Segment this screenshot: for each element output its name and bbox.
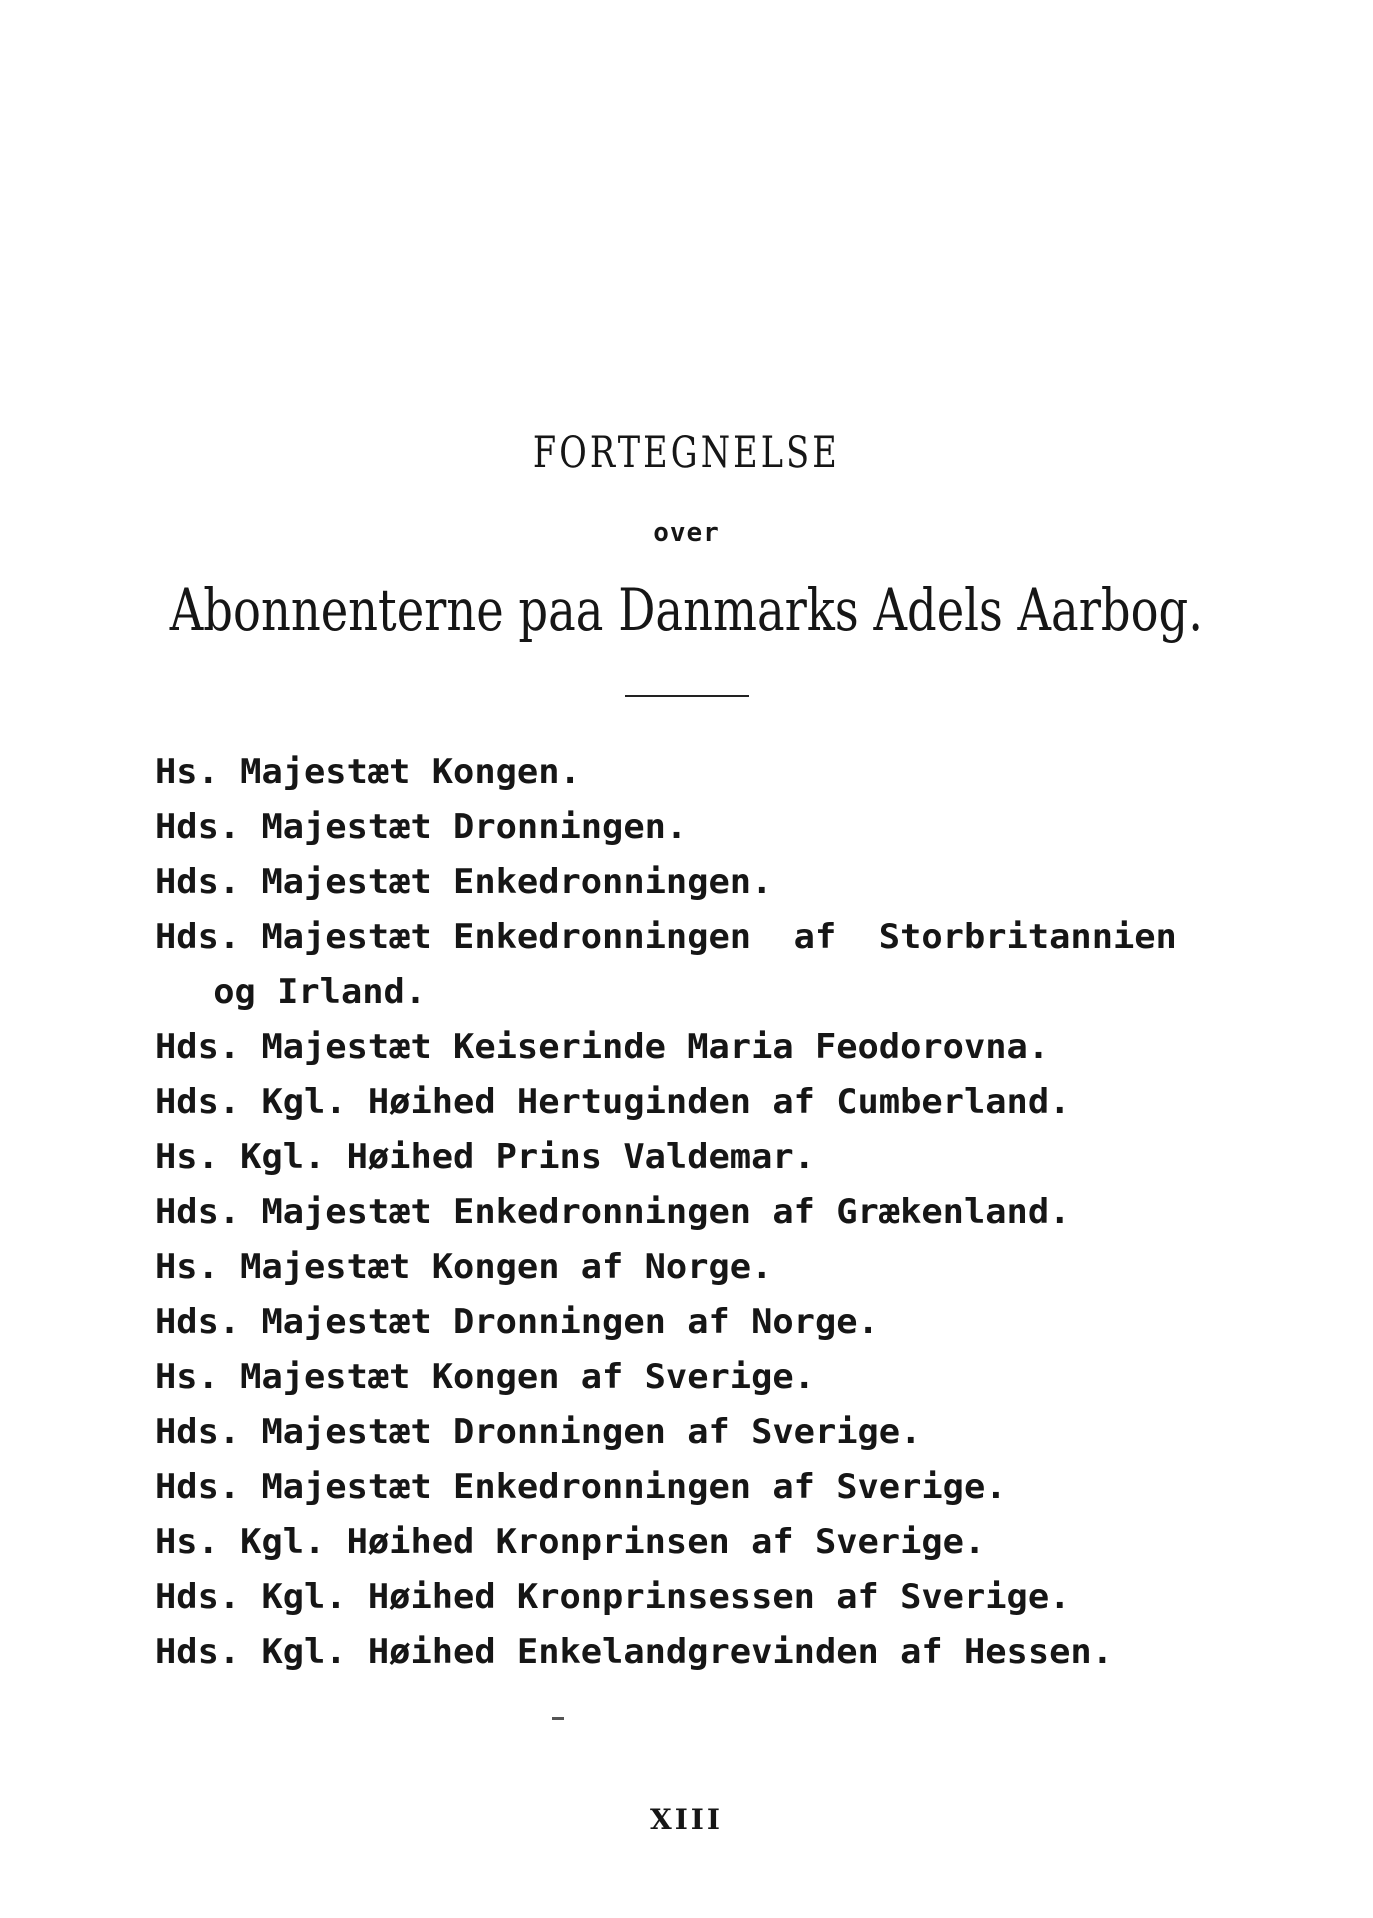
entry-text: Hds. Kgl. Høihed Enkelandgrevinden af Hessen. — [155, 1632, 1113, 1672]
entry-text: Hds. Majestæt Enkedronningen af Grækenland. — [155, 1192, 1071, 1232]
entry-text: Hds. Majestæt Enkedronningen af Storbritannien — [155, 917, 1177, 957]
list-item — [155, 800, 1309, 855]
list-item — [155, 1405, 1309, 1460]
entry-text: Hds. Majestæt Dronningen. — [155, 807, 688, 847]
list-item — [155, 855, 1309, 910]
entry-text: Hs. Majestæt Kongen af Norge. — [155, 1247, 773, 1287]
list-item — [155, 745, 1309, 800]
subscriber-list — [155, 745, 1265, 1680]
list-item — [155, 1020, 1309, 1075]
page-heading: Abonnenterne paa Danmarks Adels Aarbog. — [169, 576, 1203, 644]
list-item — [155, 1515, 1309, 1570]
divider-rule — [625, 695, 749, 697]
entry-text: Hs. Kgl. Høihed Kronprinsen af Sverige. — [155, 1522, 986, 1562]
list-item — [155, 910, 1309, 1020]
list-item — [155, 1185, 1309, 1240]
entry-text: Hds. Majestæt Dronningen af Norge. — [155, 1302, 879, 1342]
entry-text: Hds. Majestæt Enkedronningen. — [155, 862, 773, 902]
entry-text: Hds. Kgl. Høihed Hertuginden af Cumberland. — [155, 1082, 1071, 1122]
entry-text: Hds. Majestæt Keiserinde Maria Feodorovna. — [155, 1027, 1050, 1067]
page-title: FORTEGNELSE — [532, 428, 840, 478]
entry-text: Hds. Kgl. Høihed Kronprinsessen af Sverige. — [155, 1577, 1071, 1617]
entry-text: Hs. Majestæt Kongen. — [155, 752, 581, 792]
entry-text: Hds. Majestæt Dronningen af Sverige. — [155, 1412, 922, 1452]
list-item — [155, 1625, 1309, 1680]
list-item — [155, 1570, 1309, 1625]
list-item — [155, 1075, 1309, 1130]
list-item — [155, 1130, 1309, 1185]
page-number: XIII — [649, 1803, 724, 1836]
entry-text: Hds. Majestæt Enkedronningen af Sverige. — [155, 1467, 1007, 1507]
entry-continuation: og Irland. — [213, 972, 427, 1012]
list-item — [155, 1295, 1309, 1350]
end-mark — [552, 1717, 564, 1720]
entry-text: Hs. Kgl. Høihed Prins Valdemar. — [155, 1137, 815, 1177]
page-subtitle: over — [653, 518, 720, 548]
list-item — [155, 1460, 1309, 1515]
entry-text: Hs. Majestæt Kongen af Sverige. — [155, 1357, 815, 1397]
list-item — [155, 1350, 1309, 1405]
list-item — [155, 1240, 1309, 1295]
